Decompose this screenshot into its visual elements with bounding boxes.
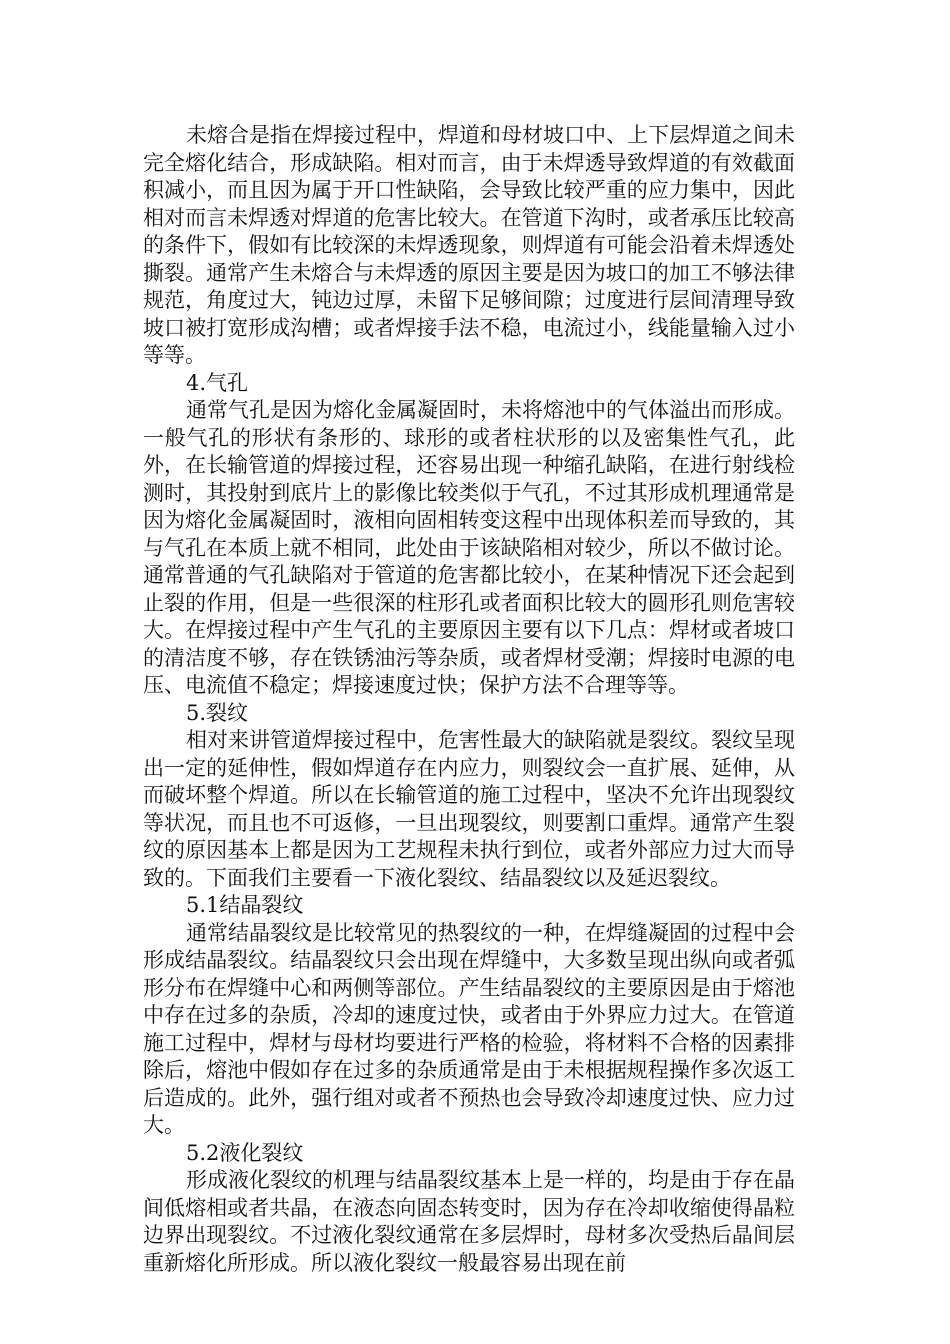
paragraph-crystal-crack: 通常结晶裂纹是比较常见的热裂纹的一种，在焊缝凝固的过程中会形成结晶裂纹。结晶裂纹只会出现在焊缝中，大多数呈现出纵向或者弧形分布在焊缝中心和两侧等部位。产生结晶裂纹的主要原因是由于熔池中存在过多的杂质，冷却的速度过快，或者由于外界应力过大。在管道施工过程中，焊材与母材均要进行严格的检验，将材料不合格的因素排除后，熔池中假如存在过多的杂质通常是由于未根据规程操作多次返工后造成的。此外，强行组对或者不预热也会导致冷却速度过快、应力过大。 bbox=[143, 920, 795, 1137]
paragraph-liquation-crack: 形成液化裂纹的机理与结晶裂纹基本上是一样的，均是由于存在晶间低熔相或者共晶，在液态向固态转变时，因为存在冷却收缩使得晶粒边界出现裂纹。不过液化裂纹通常在多层焊时，母材多次受热后晶间层重新熔化所形成。所以液化裂纹一般最容易出现在前 bbox=[143, 1168, 795, 1275]
heading-crack: 5.裂纹 bbox=[186, 700, 249, 725]
paragraph-unfused: 未熔合是指在焊接过程中，焊道和母材坡口中、上下层焊道之间未完全熔化结合，形成缺陷。相对而言，由于未焊透导致焊道的有效截面积减小，而且因为属于开口性缺陷，会导致比较严重的应力集中，因此相对而言未焊透对焊道的危害比较大。在管道下沟时，或者承压比较高的条件下，假如有比较深的未焊透现象，则焊道有可能会沿着未焊透处撕裂。通常产生未熔合与未焊透的原因主要是因为坡口的加工不够法律规范，角度过大，钝边过厚，未留下足够间隙；过度进行层间清理导致坡口被打宽形成沟槽；或者焊接手法不稳，电流过小，线能量输入过小等等。 bbox=[143, 123, 795, 367]
heading-crystal-crack: 5.1结晶裂纹 bbox=[186, 893, 304, 917]
paragraph-crack: 相对来讲管道焊接过程中，危害性最大的缺陷就是裂纹。裂纹呈现出一定的延伸性，假如焊道存在内应力，则裂纹会一直扩展、延伸，从而破坏整个焊道。所以在长输管道的施工过程中，坚决不允许出现裂纹等状况，而且也不可返修，一旦出现裂纹，则要割口重焊。通常产生裂纹的原因基本上都是因为工艺规程未执行到位，或者外部应力过大而导致的。下面我们主要看一下液化裂纹、结晶裂纹以及延迟裂纹。 bbox=[143, 728, 795, 890]
document-body bbox=[143, 122, 795, 1277]
heading-porosity: 4.气孔 bbox=[186, 370, 249, 395]
heading-liquation-crack: 5.2液化裂纹 bbox=[186, 1140, 304, 1165]
paragraph-porosity: 通常气孔是因为熔化金属凝固时，未将熔池中的气体溢出而形成。一般气孔的形状有条形的、球形的或者柱状形的以及密集性气孔，此外，在长输管道的焊接过程，还容易出现一种缩孔缺陷，在进行射线检测时，其投射到底片上的影像比较类似于气孔，不过其形成机理通常是因为熔化金属凝固时，液相向固相转变这程中出现体积差而导致的，其与气孔在本质上就不相同，此处由于该缺陷相对较少，所以不做讨论。通常普通的气孔缺陷对于管道的危害都比较小，在某种情况下还会起到止裂的作用，但是一些很深的柱形孔或者面积比较大的圆形孔则危害较大。在焊接过程中产生气孔的主要原因主要有以下几点：焊材或者坡口的清洁度不够，存在铁锈油污等杂质，或者焊材受潮；焊接时电源的电压、电流值不稳定；焊接速度过快；保护方法不合理等等。 bbox=[143, 398, 795, 697]
